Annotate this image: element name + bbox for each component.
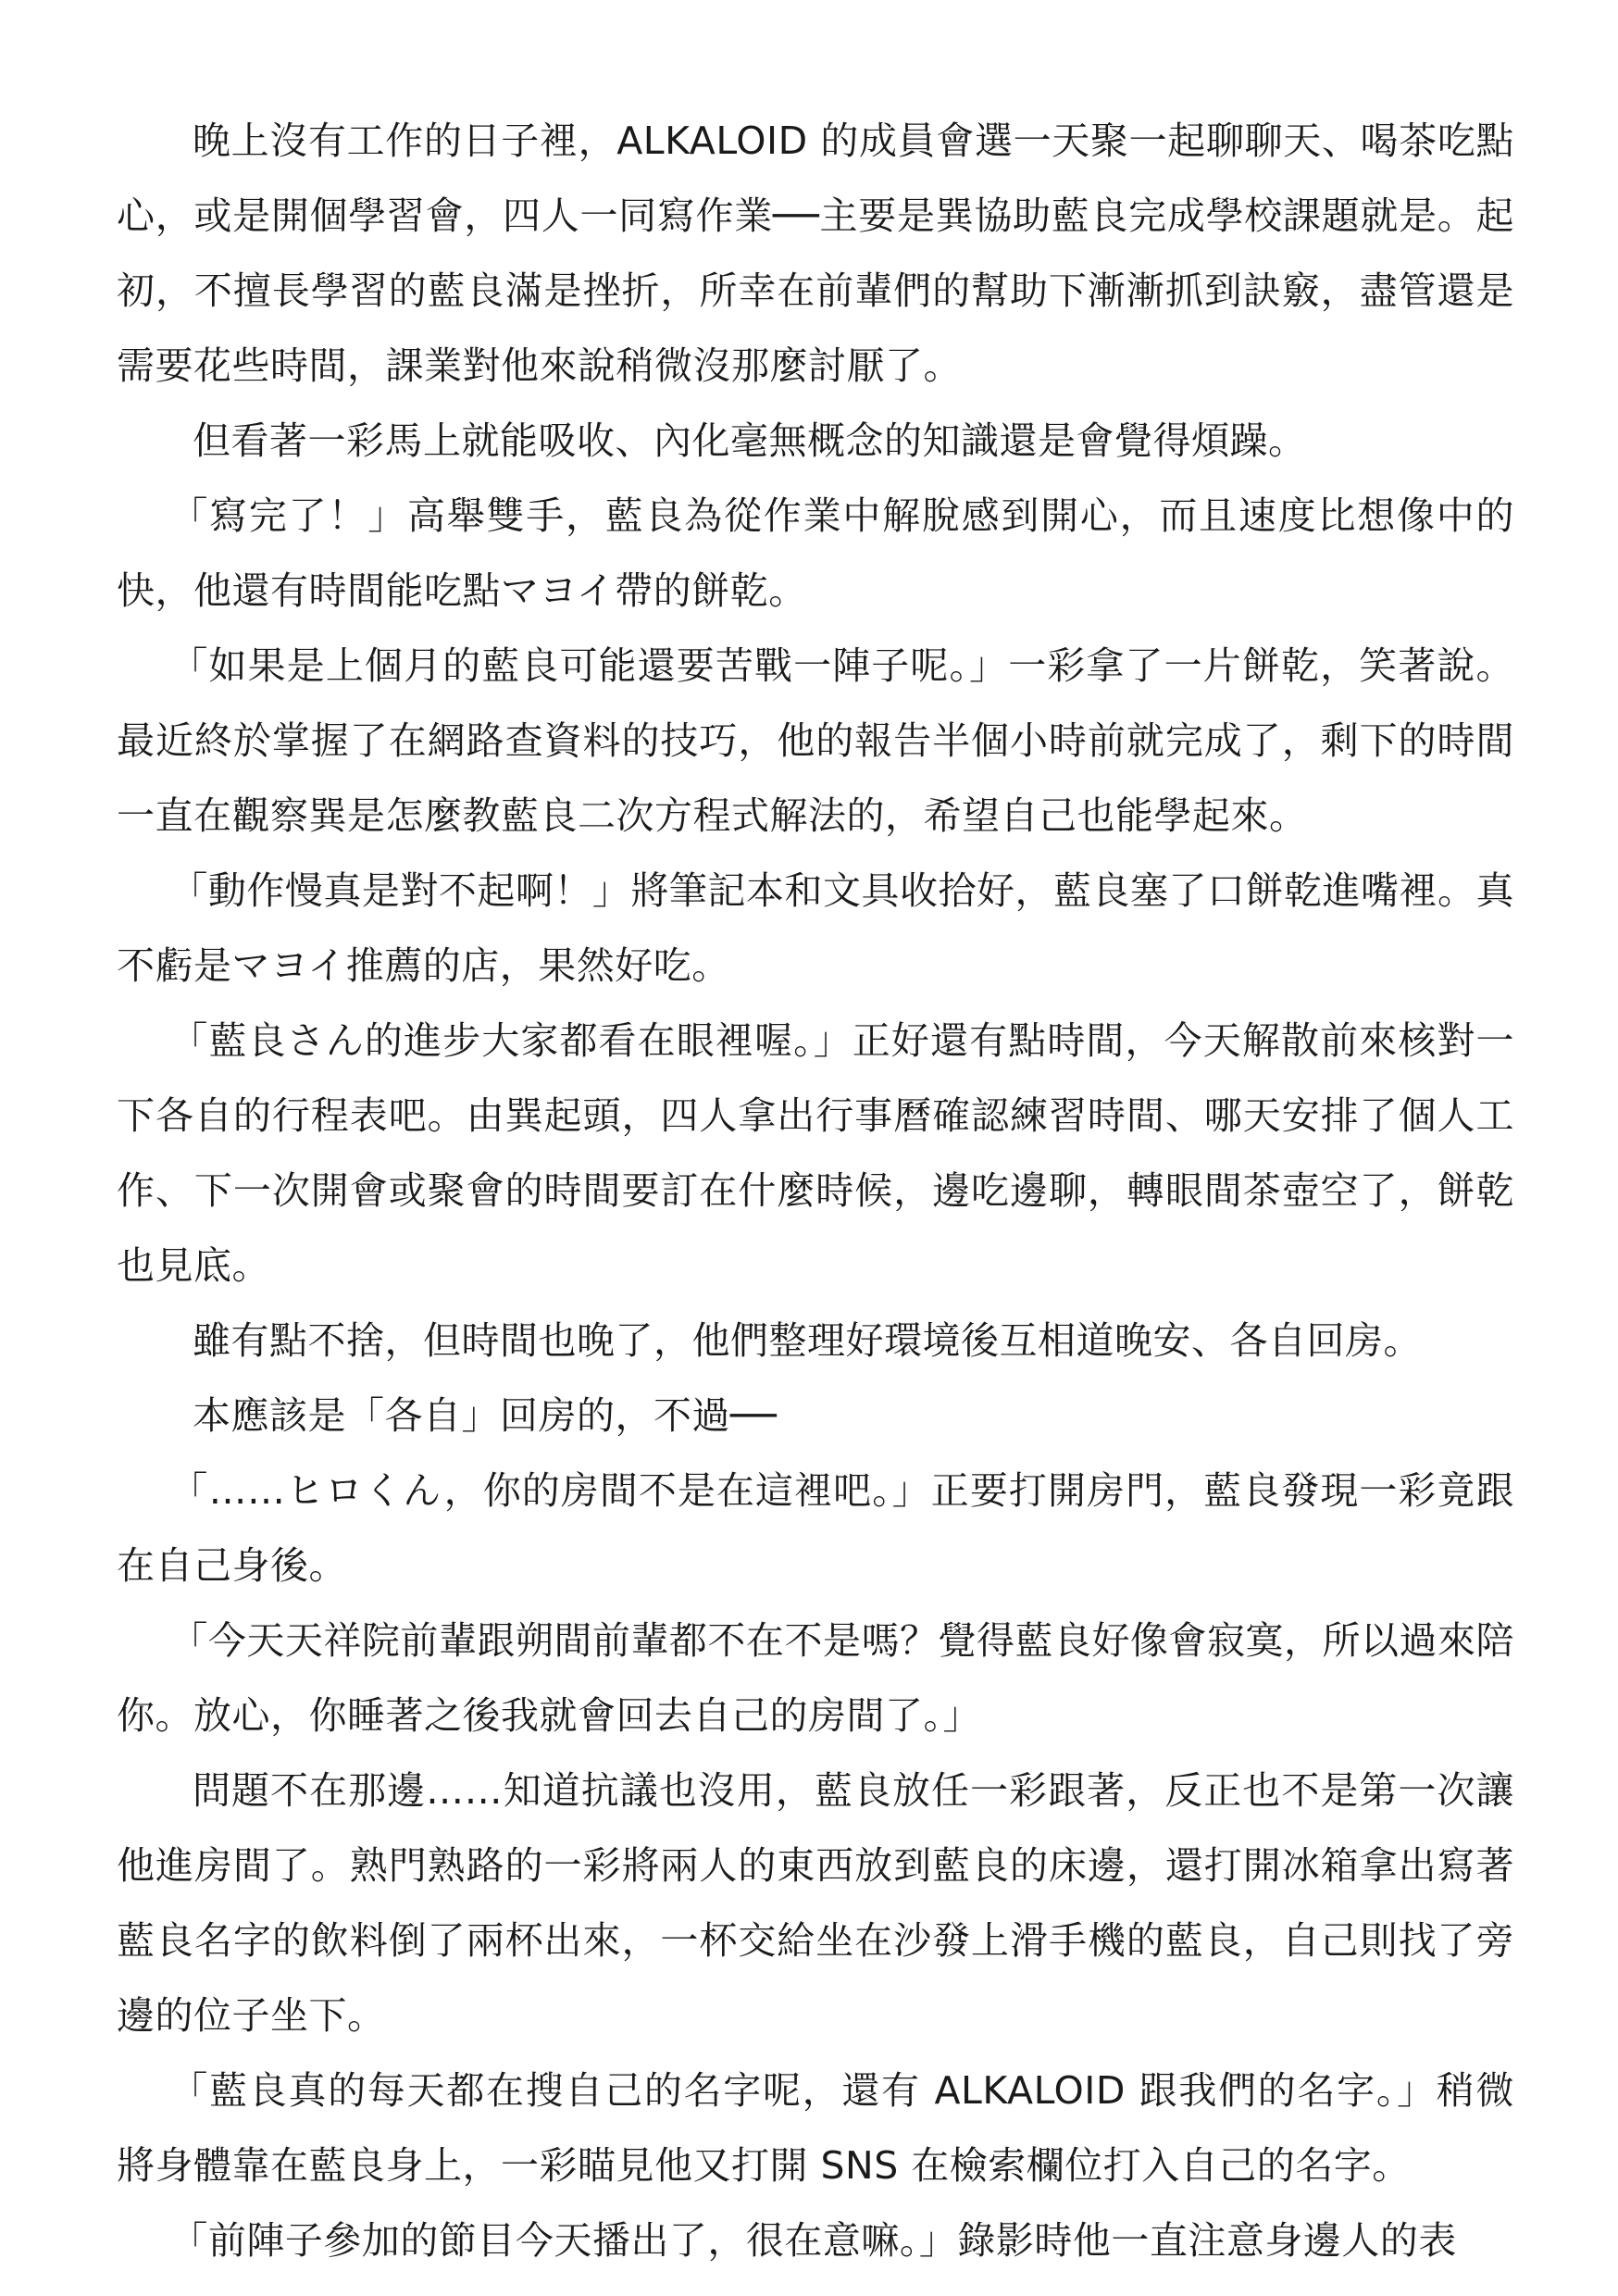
paragraph: 「今天天祥院前輩跟朔間前輩都不在不是嗎？覺得藍良好像會寂寞，所以過來陪你。放心，你睡著之後我就會回去自己的房間了。」 [117, 1618, 1514, 1738]
paragraph: 「寫完了！」高舉雙手，藍良為從作業中解脫感到開心，而且速度比想像中的快，他還有時間能吃點マヨイ帶的餅乾。 [117, 493, 1514, 613]
paragraph: 「藍良さん的進步大家都看在眼裡喔。」正好還有點時間，今天解散前來核對一下各自的行程表吧。由巽起頭，四人拿出行事曆確認練習時間、哪天安排了個人工作、下一次開會或聚會的時間要訂在什麼時候，邊吃邊聊，轉眼間茶壺空了，餅乾也見底。 [117, 1018, 1514, 1288]
paragraph: 「藍良真的每天都在搜自己的名字呢，還有 ALKALOID 跟我們的名字。」稍微將身體靠在藍良身上，一彩瞄見他又打開 SNS 在檢索欄位打入自己的名字。 [117, 2068, 1514, 2188]
paragraph: 晚上沒有工作的日子裡，ALKALOID 的成員會選一天聚一起聊聊天、喝茶吃點心，或是開個學習會，四人一同寫作業──主要是巽協助藍良完成學校課題就是。起初，不擅長學習的藍良滿是挫折，所幸在前輩們的幫助下漸漸抓到訣竅，盡管還是需要花些時間，課業對他來說稍微沒那麼討厭了。 [117, 119, 1514, 388]
paragraph: 雖有點不捨，但時間也晚了，他們整理好環境後互相道晚安、各自回房。 [193, 1318, 1422, 1363]
paragraph: 「如果是上個月的藍良可能還要苦戰一陣子呢。」一彩拿了一片餅乾，笑著說。最近終於掌握了在網路查資料的技巧，他的報告半個小時前就完成了，剩下的時間一直在觀察巽是怎麼教藍良二次方程式解法的，希望自己也能學起來。 [117, 643, 1514, 838]
paragraph: 本應該是「各自」回房的，不過── [193, 1393, 778, 1438]
paragraph: 「前陣子參加的節目今天播出了，很在意嘛。」錄影時他一直注意身邊人的表 [169, 2218, 1457, 2263]
paragraph: 問題不在那邊……知道抗議也沒用，藍良放任一彩跟著，反正也不是第一次讓他進房間了。熟門熟路的一彩將兩人的東西放到藍良的床邊，還打開冰箱拿出寫著藍良名字的飲料倒了兩杯出來，一杯交給坐在沙發上滑手機的藍良，自己則找了旁邊的位子坐下。 [117, 1768, 1514, 2038]
paragraph: 但看著一彩馬上就能吸收、內化毫無概念的知識還是會覺得煩躁。 [193, 418, 1307, 463]
paragraph: 「動作慢真是對不起啊！」將筆記本和文具收拾好，藍良塞了口餅乾進嘴裡。真不虧是マヨイ推薦的店，果然好吃。 [117, 868, 1514, 988]
body-text [117, 104, 1514, 2278]
paragraph: 「……ヒロくん，你的房間不是在這裡吧。」正要打開房門，藍良發現一彩竟跟在自己身後。 [117, 1468, 1514, 1588]
